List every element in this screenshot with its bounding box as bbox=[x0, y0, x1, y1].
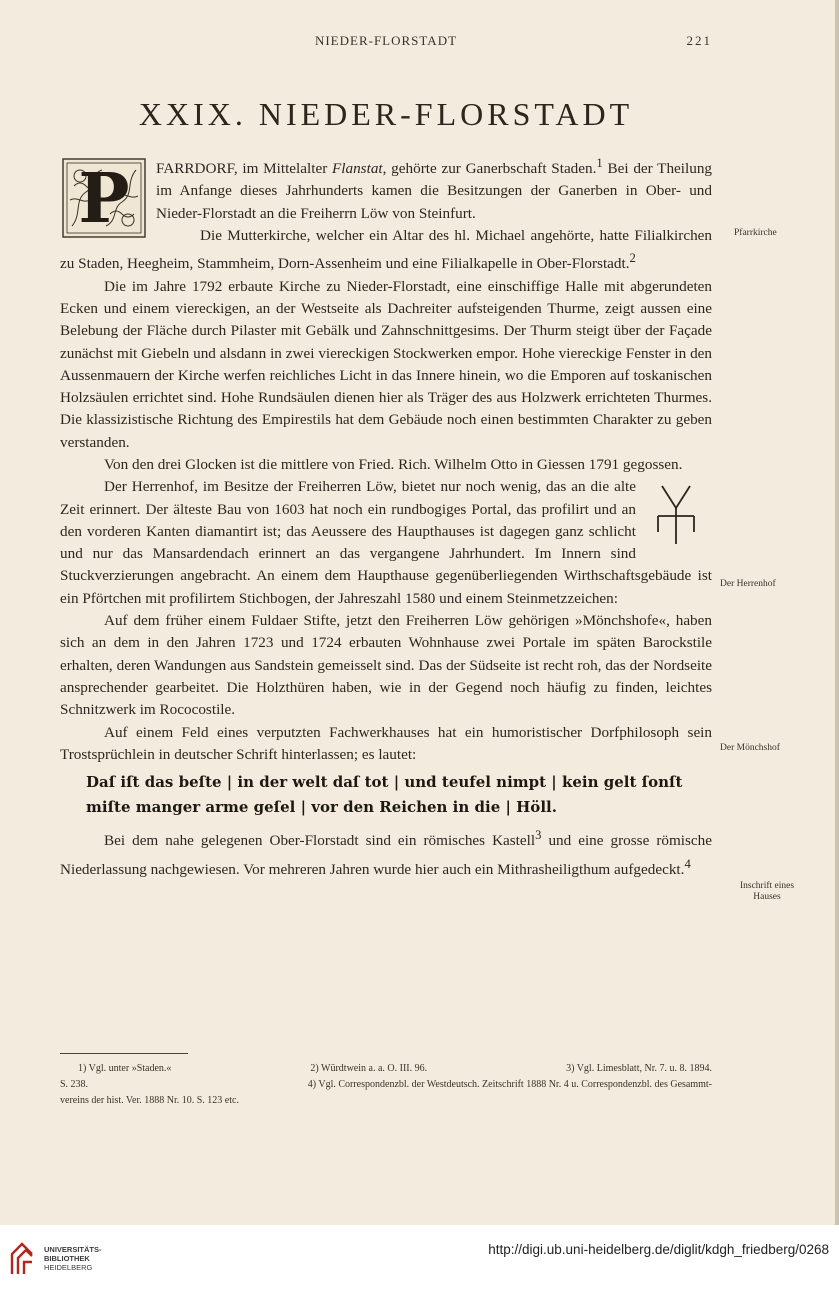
inscription-line-2: miſte manger arme geſel | vor den Reichen in die | Höll. bbox=[86, 798, 557, 817]
footnote-ref-4: 4 bbox=[684, 856, 691, 871]
footnote-2: 2) Würdtwein a. a. O. III. 96. bbox=[310, 1063, 428, 1074]
footnote-4-continued: vereins der hist. Ver. 1888 Nr. 10. S. 123 etc. bbox=[60, 1095, 239, 1106]
running-header bbox=[60, 33, 712, 53]
paragraph-4: Von den drei Glocken ist die mittlere von Fried. Rich. Wilhelm Otto in Giessen 1791 gegossen. bbox=[104, 455, 683, 473]
footnotes bbox=[60, 1061, 712, 1109]
paragraph-1-text: FARRDORF, im Mittelalter Flanstat, gehörte zur Ganerbschaft Staden. bbox=[156, 160, 597, 178]
sidenote-inschrift bbox=[722, 881, 812, 903]
permalink-url[interactable]: http://digi.ub.uni-heidelberg.de/diglit/kdgh_friedberg/0268 bbox=[488, 1242, 829, 1257]
paragraph-5-text: Der Herrenhof, im Besitze der Freiherren Löw, bietet nur noch wenig, das an die alte Zeit erinnert. Der älteste Bau von 1603 hat noch ein rundbogiges Portal, das profilirt und an den vorderen Kanten diamantirt ist; das Aeussere des Haupthauses ist dagegen ganz schlicht und nur das Mansardendach erinnert an das vergangene Jahrhundert. Im Innern sind Stuckverzierungen angebracht. An einem dem Haupthause gegenüberliegenden Wirthschaftsgebäude ist ein Pförtchen mit profilirtem Stichbogen, der Jahreszahl 1580 und einem Steinmetzzeichen: bbox=[60, 478, 712, 607]
inscription bbox=[60, 770, 712, 820]
library-name-line-3: HEIDELBERG bbox=[44, 1263, 93, 1272]
inscription-line-1: Daſ iſt das beſte | in der welt daſ tot | und teufel nimpt | kein gelt ſonſt bbox=[86, 773, 683, 792]
footnote-ref-3: 3 bbox=[535, 828, 542, 843]
footnote-divider bbox=[60, 1053, 188, 1054]
paragraph-5 bbox=[60, 476, 712, 610]
footnote-3: 3) Vgl. Limesblatt, Nr. 7. u. 8. 1894. bbox=[566, 1063, 712, 1074]
paragraph-8-text: Bei dem nahe gelegenen Ober-Florstadt sind ein römisches Kastell bbox=[104, 832, 536, 850]
paragraph-8-continued: und eine grosse römische Niederlassung nachgewiesen. Vor mehreren Jahren wurde hier auch ein Mithrasheiligthum aufgedeckt. bbox=[60, 832, 713, 878]
sidenote-inschrift-line-2: Hauses bbox=[753, 892, 781, 902]
sidenote-moenchshof: Der Mönchshof bbox=[720, 743, 780, 753]
footnote-ref-1: 1 bbox=[596, 156, 603, 170]
library-name[interactable] bbox=[44, 1245, 102, 1272]
library-name-line-2: BIBLIOTHEK bbox=[44, 1254, 90, 1263]
sidenote-inschrift-line-1: Inschrift eines bbox=[739, 881, 795, 891]
paragraph-3: Die im Jahre 1792 erbaute Kirche zu Nieder-Florstadt, eine einschiffige Halle mit abgerundeten Ecken und einem viereckigen, an der Westseite als Dachreiter aufsteigenden Thurme, zeigt aussen eine Belebung der Fläche durch Pilaster mit Gebälk und Zahnschnittgesims. Der Thurm steigt über der Façade zunächst mit Giebeln und alsdann in zwei viereckigen Stockwerken empor. Hohe viereckige Fenster in den Aussenmauern der Kirche werfen reichliches Licht in das Innere hinein, wo die Emporen auf toskanischen Holzsäulen errichtet sind. Hohe Rundsäulen dienen hier als Träger des aus Holzwerk errichteten Thurmes. Die klassizistische Richtung des Empirestils hat dem Gebäude noch einen bestimmten Charakter zu geben verstanden. bbox=[60, 277, 712, 451]
page-number: 221 bbox=[686, 33, 712, 48]
sidenote-pfarrkirche: Pfarrkirche bbox=[734, 228, 777, 238]
library-name-line-1: UNIVERSITÄTS- bbox=[44, 1245, 102, 1254]
paragraph-1-continued: Bei der Theilung im Anfange dieses Jahrhunderts kamen die Besitzungen der Ganerben in Ober- und Nieder-Florstadt an die Freiherrn Löw von Steinfurt. bbox=[156, 160, 713, 222]
library-logo-icon[interactable] bbox=[8, 1238, 36, 1278]
paragraph-6: Auf dem früher einem Fuldaer Stifte, jetzt den Freiherren Löw gehörigen »Mönchshofe«, haben sich an dem in den Jahren 1723 und 1724 erbauten Wohnhause zwei Portale im späten Barockstile erhalten, deren Wandungen aus Sandstein gemeisselt sind. Das der Südseite ist recht roh, das der Nordseite ansprechender gearbeitet. Die Holzthüren haben, wie in der Gegend noch häufig zu finden, leichtes Schnitzwerk im Rococostile. bbox=[60, 612, 712, 719]
footnote-3-continued: S. 238. bbox=[60, 1079, 89, 1090]
footnote-1: 1) Vgl. unter »Staden.« bbox=[78, 1063, 172, 1074]
viewer-footer bbox=[0, 1225, 839, 1291]
page-edge bbox=[835, 0, 839, 1225]
paragraph-1 bbox=[60, 152, 713, 239]
paragraph-7: Auf einem Feld eines verputzten Fachwerkhauses hat ein humoristischer Dorfphilosoph sein Trostsprüchlein in deutscher Schrift hinterlassen; es lautet: bbox=[60, 723, 712, 763]
stonemason-mark-icon bbox=[646, 482, 706, 548]
body-text bbox=[60, 152, 712, 881]
footnote-ref-2: 2 bbox=[629, 251, 636, 266]
paragraph-8 bbox=[60, 824, 712, 881]
footnote-line-1 bbox=[60, 1061, 712, 1077]
svg-text:P: P bbox=[78, 159, 130, 239]
footnote-line-2 bbox=[60, 1077, 712, 1093]
paragraph-2-text: Die Mutterkirche, welcher ein Altar des hl. Michael angehörte, hatte Filialkirchen zu Staden, Heegheim, Stammheim, Dorn-Assenheim und eine Filialkapelle in Ober-Florstadt. bbox=[60, 226, 712, 273]
paragraph-2 bbox=[60, 225, 712, 276]
footnote-4: 4) Vgl. Correspondenzbl. der Westdeutsch. Zeitschrift 1888 Nr. 4 u. Correspondenzbl. des Gesammt- bbox=[307, 1079, 712, 1090]
running-title: NIEDER-FLORSTADT bbox=[314, 33, 458, 48]
ornamental-initial-p-icon bbox=[60, 156, 148, 240]
sidenote-herrenhof: Der Herrenhof bbox=[720, 579, 776, 589]
chapter-title: XXIX. NIEDER-FLORSTADT bbox=[138, 96, 634, 132]
